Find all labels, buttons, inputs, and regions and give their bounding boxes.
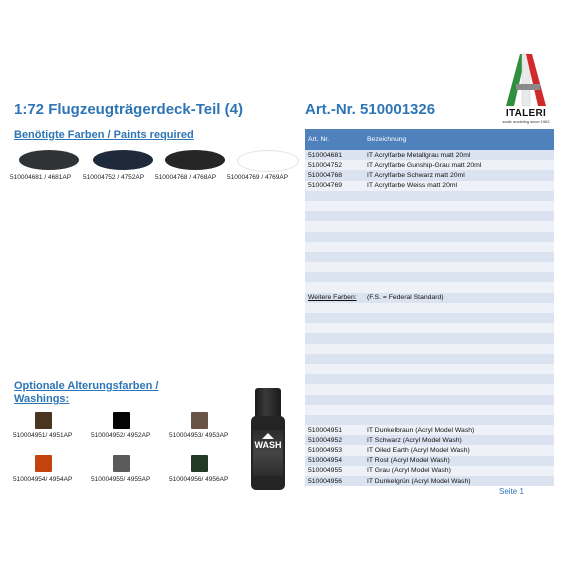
bottle-cap [255, 388, 281, 418]
table-row [305, 333, 554, 343]
cell-description: IT Acrylfarbe Weiss matt 20ml [367, 182, 458, 190]
cell-art-nr: 510004752 [308, 161, 343, 169]
table-row [305, 232, 554, 242]
bottle-logo-icon [262, 433, 274, 439]
table-row [305, 252, 554, 262]
table-row [305, 181, 554, 191]
wash-swatch-4956 [191, 455, 208, 472]
cell-description: IT Oiled Earth (Acryl Model Wash) [367, 447, 470, 455]
table-row [305, 262, 554, 272]
table-row [305, 405, 554, 415]
bottle-label-text: WASH [254, 440, 282, 450]
paint-swatch-4681 [19, 150, 79, 170]
wash-swatch-4951 [35, 412, 52, 429]
cell-description: IT Rost (Acryl Model Wash) [367, 457, 450, 465]
table-row [305, 395, 554, 405]
paint-swatch-4768 [165, 150, 225, 170]
cell-art-nr: 510004769 [308, 182, 343, 190]
page-number: Seite 1 [499, 487, 524, 496]
italeri-a-icon [496, 48, 556, 108]
column-header-description: Bezeichnung [367, 136, 407, 143]
wash-code: 510004955/ 4955AP [91, 476, 151, 483]
table-row [305, 160, 554, 170]
table-header [305, 129, 554, 150]
table-row [305, 435, 554, 445]
paint-code: 510004752 / 4752AP [83, 174, 145, 181]
wash-code: 510004953/ 4953AP [169, 432, 229, 439]
cell-description: (F.S. = Federal Standard) [367, 294, 444, 302]
cell-art-nr: 510004768 [308, 171, 343, 179]
table-row [305, 384, 554, 394]
paints-heading: Benötigte Farben / Paints required [14, 129, 194, 141]
table-row [305, 415, 554, 425]
table-row [305, 456, 554, 466]
wash-swatch-4955 [113, 455, 130, 472]
cell-description: IT Schwarz (Acryl Model Wash) [367, 436, 462, 444]
column-header-art: Art. Nr. [308, 136, 330, 143]
cell-art-nr: 510004954 [308, 457, 343, 465]
wash-swatch-4953 [191, 412, 208, 429]
table-row [305, 201, 554, 211]
table-row [305, 445, 554, 455]
wash-swatch-4952 [113, 412, 130, 429]
cell-art-nr: 510004955 [308, 467, 343, 475]
table-row [305, 303, 554, 313]
wash-code: 510004956/ 4956AP [169, 476, 229, 483]
table-row [305, 150, 554, 160]
wash-code: 510004954/ 4954AP [13, 476, 73, 483]
washings-heading-line2: Washings: [14, 393, 70, 405]
table-row [305, 476, 554, 486]
table-body [305, 150, 554, 486]
cell-art-nr: 510004952 [308, 436, 343, 444]
paint-swatch-4752 [93, 150, 153, 170]
cell-art-nr: 510004956 [308, 477, 343, 485]
cell-description: IT Grau (Acryl Model Wash) [367, 467, 451, 475]
cell-art-nr: Weitere Farben: [308, 294, 357, 302]
paint-code: 510004681 / 4681AP [10, 174, 72, 181]
washings-heading-line1: Optionale Alterungsfarben / [14, 380, 159, 392]
wash-swatch-4954 [35, 455, 52, 472]
cell-description: IT Dunkelgrün (Acryl Model Wash) [367, 477, 471, 485]
table-note-row [305, 293, 554, 303]
table-row [305, 170, 554, 180]
table-row [305, 191, 554, 201]
table-row [305, 323, 554, 333]
paint-code: 510004769 / 4769AP [227, 174, 289, 181]
page-title: 1:72 Flugzeugträgerdeck-Teil (4) [14, 101, 243, 118]
table-row [305, 242, 554, 252]
paint-swatch-4769 [237, 150, 299, 172]
table-row [305, 466, 554, 476]
article-number: Art.-Nr. 510001326 [305, 101, 436, 118]
table-row [305, 282, 554, 292]
article-table [305, 129, 554, 486]
cell-description: IT Acrylfarbe Gunship-Grau matt 20ml [367, 161, 482, 169]
table-row [305, 364, 554, 374]
wash-code: 510004951/ 4951AP [13, 432, 73, 439]
table-row [305, 374, 554, 384]
cell-description: IT Acrylfarbe Schwarz matt 20ml [367, 171, 465, 179]
cell-art-nr: 510004953 [308, 447, 343, 455]
wash-code: 510004952/ 4952AP [91, 432, 151, 439]
table-row [305, 354, 554, 364]
logo-tagline: scale modeling since 1962 [502, 119, 550, 124]
table-row [305, 425, 554, 435]
table-row [305, 313, 554, 323]
cell-art-nr: 510004681 [308, 151, 343, 159]
table-row [305, 221, 554, 231]
logo-name: ITALERI [505, 108, 547, 119]
italeri-logo [496, 48, 556, 128]
table-row [305, 272, 554, 282]
cell-art-nr: 510004951 [308, 426, 343, 434]
cell-description: IT Acrylfarbe Metallgrau matt 20ml [367, 151, 471, 159]
cell-description: IT Dunkelbraun (Acryl Model Wash) [367, 426, 475, 434]
table-row [305, 344, 554, 354]
table-row [305, 211, 554, 221]
paint-code: 510004768 / 4768AP [155, 174, 217, 181]
